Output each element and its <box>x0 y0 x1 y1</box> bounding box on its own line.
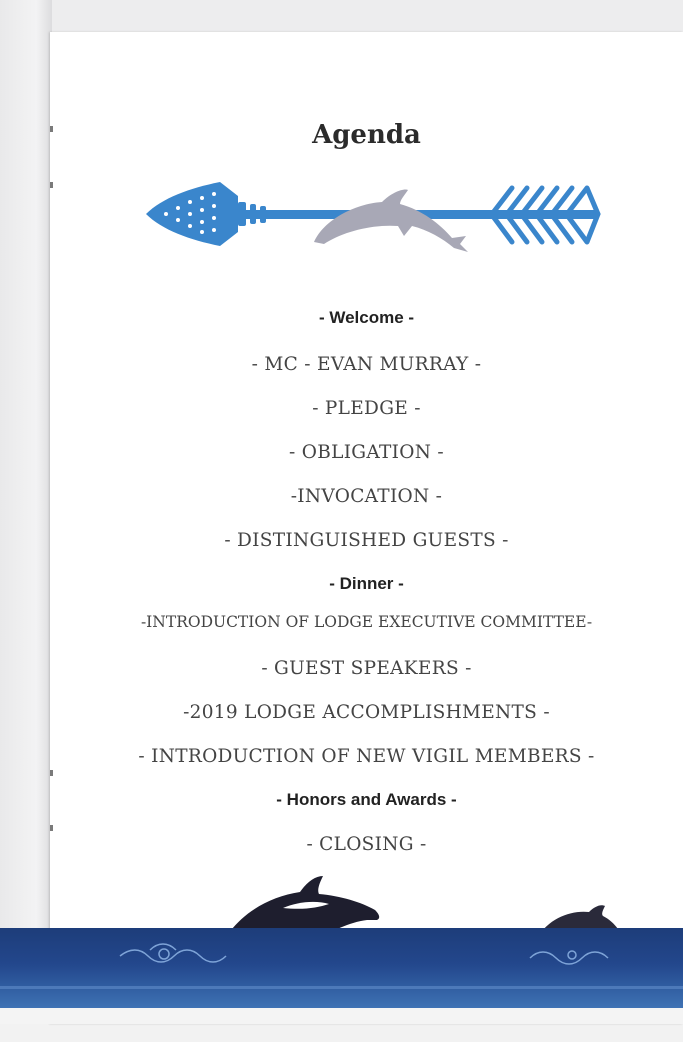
staple-mark <box>50 770 53 776</box>
agenda-item: -2019 LODGE ACCOMPLISHMENTS - <box>183 702 550 723</box>
agenda-item: -INTRODUCTION OF LODGE EXECUTIVE COMMITTEE- <box>140 613 593 631</box>
agenda-item: - MC - EVAN MURRAY - <box>251 354 482 375</box>
scan-margin-left <box>0 0 52 1024</box>
sea-band <box>0 928 683 1008</box>
wave-ornaments-icon <box>0 928 683 1008</box>
agenda-item: - INTRODUCTION OF NEW VIGIL MEMBERS - <box>138 746 595 767</box>
scan-margin-top <box>0 0 683 32</box>
staple-mark <box>50 825 53 831</box>
page-bottom-margin <box>0 1008 683 1024</box>
staple-mark <box>50 126 53 132</box>
agenda-section-heading: - Welcome - <box>318 308 415 327</box>
agenda-item: - GUEST SPEAKERS - <box>261 658 472 679</box>
agenda-section-heading: - Dinner - <box>329 574 404 593</box>
page-title: Agenda <box>312 120 421 150</box>
agenda-section-heading: - Honors and Awards - <box>276 790 457 809</box>
agenda-item: - DISTINGUISHED GUESTS - <box>224 530 509 551</box>
program-page <box>50 32 683 1024</box>
agenda-item: -INVOCATION - <box>290 486 443 507</box>
agenda-item: - OBLIGATION - <box>289 442 444 463</box>
staple-mark <box>50 182 53 188</box>
agenda-item: - CLOSING - <box>306 834 427 855</box>
agenda-item: - PLEDGE - <box>312 398 421 419</box>
arrow-with-dolphin-icon <box>142 180 602 256</box>
